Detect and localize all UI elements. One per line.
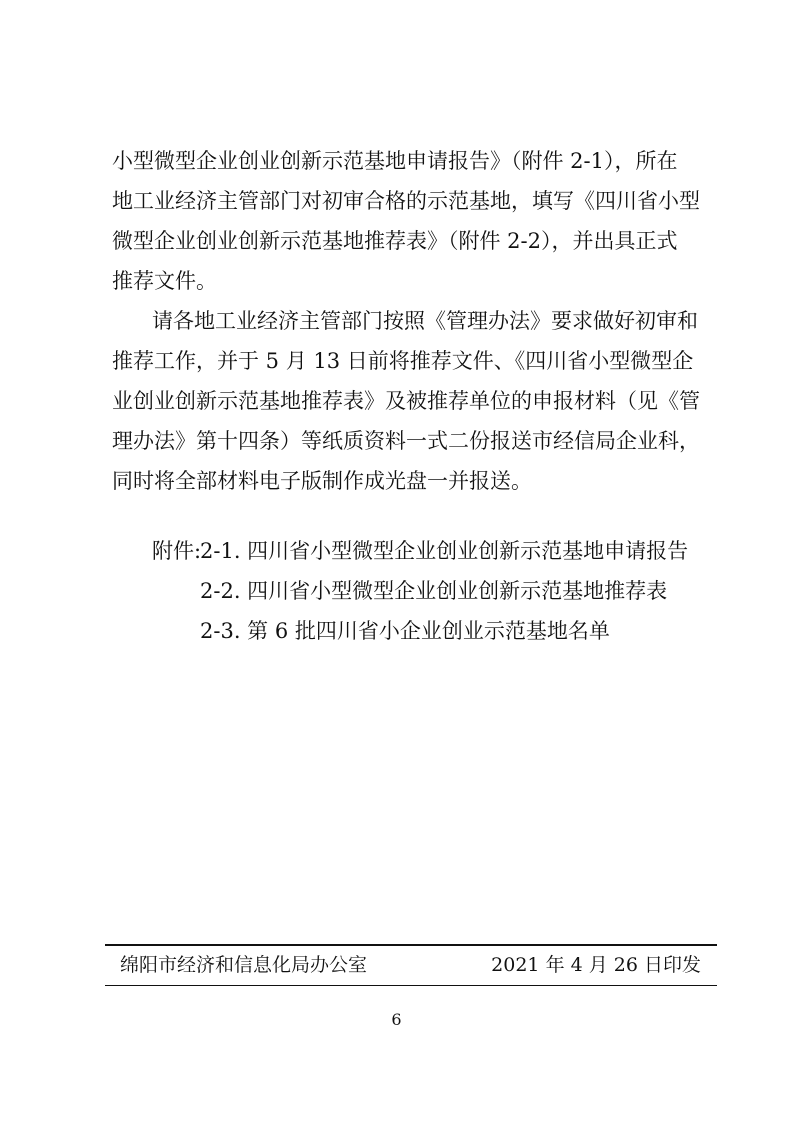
paragraph-line: 理办法》第十四条）等纸质资料一式二份报送市经信局企业科， — [112, 429, 700, 453]
paragraph-line: 微型企业创业创新示范基地推荐表》（附件 2-2），并出具正式 — [112, 229, 678, 253]
attachment-item: 2-2. 四川省小型微型企业创业创新示范基地推荐表 — [200, 579, 668, 603]
attachment-item: 2-1. 四川省小型微型企业创业创新示范基地申请报告 — [200, 539, 689, 563]
paragraph-line: 地工业经济主管部门对初审合格的示范基地，填写《四川省小型 — [112, 189, 700, 213]
footer-bottom-rule — [105, 985, 717, 986]
paragraph-line: 推荐工作，并于 5 月 13 日前将推荐文件、《四川省小型微型企 — [112, 349, 694, 373]
footer-issuer: 绵阳市经济和信息化局办公室 — [120, 954, 368, 976]
footer-top-rule — [105, 944, 717, 946]
page-number: 6 — [391, 1010, 402, 1029]
paragraph-line: 小型微型企业创业创新示范基地申请报告》（附件 2-1），所在 — [112, 149, 678, 173]
paragraph-line: 推荐文件。 — [112, 269, 217, 293]
paragraph-line: 请各地工业经济主管部门按照《管理办法》要求做好初审和 — [152, 309, 698, 333]
attachments-heading: 附件: — [152, 539, 202, 563]
paragraph-line: 业创业创新示范基地推荐表》及被推荐单位的申报材料（见《管 — [112, 389, 700, 413]
attachment-item: 2-3. 第 6 批四川省小企业创业示范基地名单 — [200, 619, 610, 643]
paragraph-line: 同时将全部材料电子版制作成光盘一并报送。 — [112, 469, 532, 493]
footer-date: 2021 年 4 月 26 日印发 — [491, 954, 701, 976]
